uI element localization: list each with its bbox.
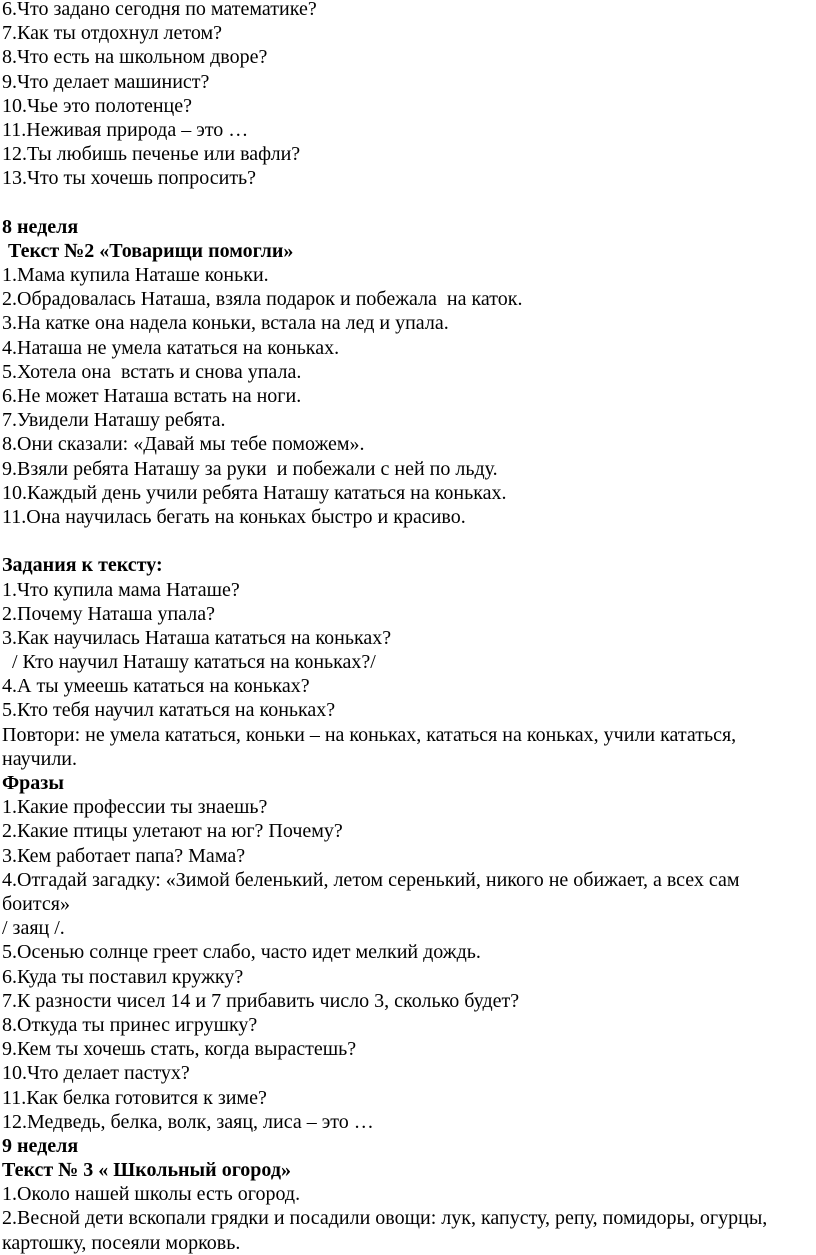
text-2-sentences (2, 263, 816, 529)
phrase-1: 1.Какие профессии ты знаешь? (2, 796, 268, 819)
task-2: 2.Почему Наташа упала? (2, 602, 215, 625)
phrase-7: 7.К разности чисел 14 и 7 прибавить число 3, сколько будет? (2, 989, 520, 1012)
phrase-3: 3.Кем работает папа? Мама? (2, 844, 246, 867)
week-8-heading: 8 неделя (2, 215, 79, 238)
phrases-list (2, 795, 816, 1134)
blank-line (2, 191, 816, 215)
question-12: 12.Ты любишь печенье или вафли? (2, 143, 301, 166)
phrase-11: 11.Как белка готовится к зиме? (2, 1086, 267, 1109)
phrases-heading: Фразы (2, 772, 64, 795)
task-4: 4.А ты умеешь кататься на коньках? (2, 675, 310, 698)
tasks-list (2, 578, 816, 723)
sentence-10: 10.Каждый день учили ребята Наташу кататься на коньках. (2, 481, 507, 504)
repeat-instruction: Повтори: не умела кататься, коньки – на коньках, кататься на коньках, учили кататься, научили. (2, 723, 737, 770)
phrase-8: 8.Откуда ты принес игрушку? (2, 1013, 258, 1036)
task-3: 3.Как научилась Наташа кататься на коньках? (2, 626, 392, 649)
text-3-sentence-1: 1.Около нашей школы есть огород. (2, 1183, 301, 1206)
text-3-sentence-2: 2.Весной дети вскопали грядки и посадили овощи: лук, капусту, репу, помидоры, огурцы, картошку, посеяли морковь. (2, 1207, 768, 1254)
phrase-5: 5.Осенью солнце греет слабо, часто идет мелкий дождь. (2, 941, 481, 964)
phrase-9: 9.Кем ты хочешь стать, когда вырастешь? (2, 1038, 357, 1061)
phrase-10: 10.Что делает пастух? (2, 1062, 190, 1085)
question-10: 10.Чье это полотенце? (2, 94, 192, 117)
sentence-9: 9.Взяли ребята Наташу за руки и побежали с ней по льду. (2, 457, 498, 480)
task-3-alt: / Кто научил Наташу кататься на коньках?/ (2, 651, 376, 674)
phrase-12: 12.Медведь, белка, волк, заяц, лиса – это … (2, 1110, 374, 1133)
phrase-2: 2.Какие птицы улетают на юг? Почему? (2, 820, 343, 843)
question-6: 6.Что задано сегодня по математике? (2, 0, 317, 20)
question-8: 8.Что есть на школьном дворе? (2, 46, 268, 69)
text-2-title: Текст №2 «Товарищи помогли» (8, 239, 294, 262)
phrase-4: 4.Отгадай загадку: «Зимой беленький, летом серенький, никого не обижает, а всех сам боится» (2, 868, 740, 915)
phrase-6: 6.Куда ты поставил кружку? (2, 965, 244, 988)
sentence-8: 8.Они сказали: «Давай мы тебе поможем». (2, 433, 365, 456)
sentence-4: 4.Наташа не умела кататься на коньках. (2, 336, 340, 359)
task-1: 1.Что купила мама Наташе? (2, 578, 240, 601)
sentence-2: 2.Обрадовалась Наташа, взяла подарок и побежала на каток. (2, 288, 523, 311)
sentence-3: 3.На катке она надела коньки, встала на лед и упала. (2, 312, 449, 335)
sentence-11: 11.Она научилась бегать на коньках быстро и красиво. (2, 505, 466, 528)
tasks-heading: Задания к тексту: (2, 554, 163, 577)
question-13: 13.Что ты хочешь попросить? (2, 167, 257, 190)
blank-line (2, 529, 816, 553)
phrase-4-answer: / заяц /. (2, 917, 65, 940)
question-9: 9.Что делает машинист? (2, 70, 210, 93)
week-9-heading: 9 неделя (2, 1134, 79, 1157)
sentence-6: 6.Не может Наташа встать на ноги. (2, 385, 302, 407)
question-7: 7.Как ты отдохнул летом? (2, 22, 223, 45)
task-5: 5.Кто тебя научил кататься на коньках? (2, 699, 336, 722)
text-3-sentences (2, 1182, 816, 1255)
questions-list-continued (2, 0, 816, 191)
sentence-1: 1.Мама купила Наташе коньки. (2, 264, 269, 287)
question-11: 11.Неживая природа – это … (2, 118, 249, 141)
text-3-title: Текст № 3 « Школьный огород» (2, 1159, 291, 1182)
sentence-7: 7.Увидели Наташу ребята. (2, 409, 226, 432)
sentence-5: 5.Хотела она встать и снова упала. (2, 360, 302, 383)
